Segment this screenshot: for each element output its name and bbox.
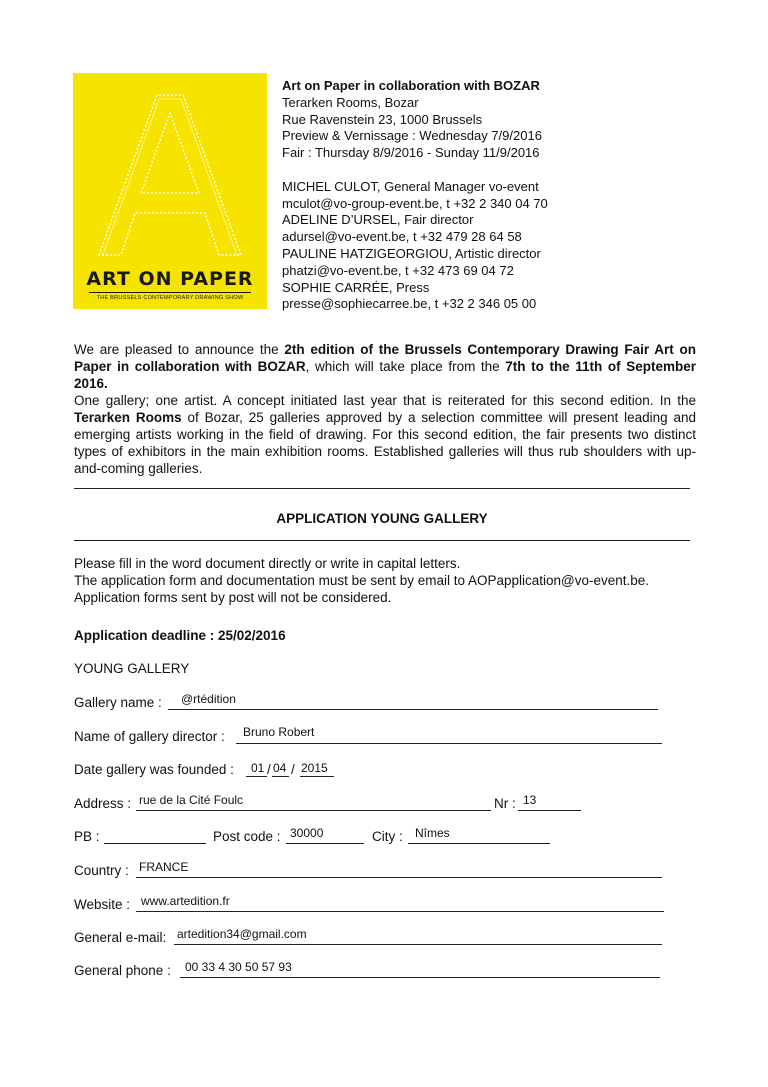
founded-year-value: 2015 [301,761,328,775]
separator-line [74,488,690,489]
country-field[interactable] [136,861,662,878]
intro-paragraph-2: One gallery; one artist. A concept initiated last year that is reiterated for this second edition. In the Terarken Rooms of Bozar, 25 galleries approved by a selection committee will present leading and emerging artists working in the field of drawing. For this second edition, the fair presents two distinct types of exhibitors in the main exhibition rooms. Established galleries will thus rub shoulders with up-and-coming galleries. [74,393,696,476]
website-label: Website : [74,897,131,912]
application-deadline: Application deadline : 25/02/2016 [74,628,286,643]
postcode-value: 30000 [290,826,324,840]
logo-subtitle: THE BRUSSELS CONTEMPORARY DRAWING SHOW [96,295,244,301]
country-label: Country : [74,863,129,878]
instructions: Please fill in the word document directly or write in capital letters. The application form and documentation must be sent by email to AOPapplication@vo-event.be. Application forms sent by post will not be considered. [74,556,650,605]
phone-label: General phone : [74,963,171,978]
gallery-name-label: Gallery name : [74,695,162,710]
preview-line: Preview & Vernissage : Wednesday 7/9/2016 [282,128,542,144]
address-value: rue de la Cité Foulc [139,793,244,807]
section-heading: YOUNG GALLERY [74,661,190,676]
art-on-paper-logo [73,73,267,309]
contact-line: presse@sophiecarree.be, t +32 2 346 05 00 [282,296,537,312]
email-label: General e-mail: [74,930,167,945]
postcode-label: Post code : [213,829,281,844]
founded-month-value: 04 [273,761,287,775]
intro-text [74,341,696,477]
city-value: Nîmes [415,826,450,840]
gallery-name-value: @rtédition [181,692,236,706]
country-value: FRANCE [139,860,189,874]
address-line: Rue Ravenstein 23, 1000 Brussels [282,111,483,127]
email-value: artedition34@gmail.com [177,927,307,941]
pb-label: PB : [74,829,100,844]
director-label: Name of gallery director : [74,729,225,744]
founded-label: Date gallery was founded : [74,762,234,777]
contact-line: MICHEL CULOT, General Manager vo-event [282,178,539,194]
venue-line: Terarken Rooms, Bozar [282,94,419,110]
gallery-name-field[interactable] [168,693,658,710]
fair-title: Art on Paper in collaboration with BOZAR [282,78,540,93]
contact-line: SOPHIE CARRÉE, Press [282,279,430,295]
nr-label: Nr : [494,796,516,811]
contact-line: ADELINE D’URSEL, Fair director [282,212,474,228]
city-label: City : [372,829,403,844]
intro-paragraph-1: We are pleased to announce the 2th edition of the Brussels Contemporary Drawing Fair Art on Paper in collaboration with BOZAR, which will take place from the 7th to the 11th of September 2016. [74,342,696,391]
fair-dates-line: Fair : Thursday 8/9/2016 - Sunday 11/9/2016 [282,145,540,161]
logo-divider [89,292,251,293]
pb-field[interactable] [104,827,206,844]
director-value: Bruno Robert [243,725,315,739]
contact-line: phatzi@vo-event.be, t +32 473 69 04 72 [282,262,514,278]
contact-line: mculot@vo-group-event.be, t +32 2 340 04 70 [282,195,548,211]
date-separator: / [267,762,271,777]
fair-info-block [282,78,548,313]
contact-line: adursel@vo-event.be, t +32 479 28 64 58 [282,229,522,245]
contact-line: PAULINE HATZIGEORGIOU, Artistic director [282,245,541,261]
phone-value: 00 33 4 30 50 57 93 [185,960,292,974]
website-value: www.artedition.fr [141,894,230,908]
date-separator: / [291,762,295,777]
separator-line [74,540,690,541]
founded-day-value: 01 [251,761,265,775]
application-title: APPLICATION YOUNG GALLERY [276,511,488,526]
nr-value: 13 [523,793,537,807]
logo-title: ART ON PAPER [86,268,254,290]
address-label: Address : [74,796,132,811]
